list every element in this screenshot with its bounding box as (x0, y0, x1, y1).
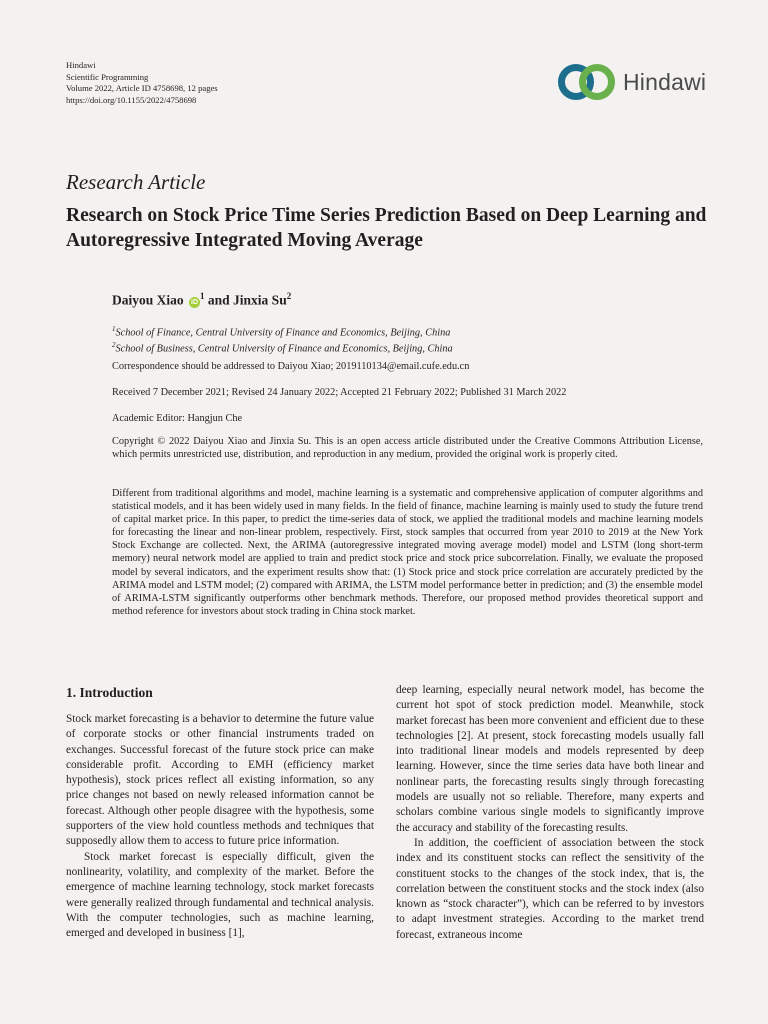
section-heading: 1. Introduction (66, 685, 153, 700)
publisher-name: Hindawi (66, 60, 96, 70)
affiliations (112, 323, 453, 356)
body-paragraph: deep learning, especially neural network model, has become the current hot spot of stock prediction model. Meanwhile, stock market forecast has been more convenient and efficient due to these technologies [2]. At present, stock forecasting models usually fall into traditional linear models and models represented by deep learning. However, since the time series data have both linear and nonlinear parts, the forecasting results singly through forecasting models are usually not so reliable. Therefore, many experts and scholars combine various single models to significantly improve the accuracy and stability of the forecasting results. (396, 684, 704, 834)
abstract: Different from traditional algorithms and model, machine learning is a systematic and comprehensive application of computer algorithms and statistical models, and it has been widely used in many fields. In the field of finance, machine learning is mainly used to study the future trend of capital market price. In this paper, to predict the time-series data of stock, we applied the traditional models and machine learning models for forecasting the linear and non-linear problem, respectively. First, stock samples that occurred from year 2010 to 2019 at the New York Stock Exchange are collected. Next, the ARIMA (autoregressive integrated moving average model) model and LSTM (long short-term memory) neural network model are applied to train and predict stock price and stock price subcorrelation. Finally, we evaluate the proposed model by several indicators, and the experiment results show that: (1) Stock price and stock price correlation are accurately predicted by the ARIMA model and LSTM model; (2) compared with ARIMA, the LSTM model performance better in prediction; and (3) the ensemble model of ARIMA-LSTM significantly outperforms other benchmark methods. Therefore, our proposed method provides theoretical support and method reference for investors about stock trading in China stock market. (112, 488, 703, 617)
author-connector: and (204, 292, 234, 308)
hindawi-logo (556, 62, 706, 102)
affiliation-marker: 2 (112, 341, 116, 350)
journal-meta (66, 60, 218, 106)
body-paragraph: Stock market forecast is especially difficult, given the nonlinearity, volatility, and complexity of the market. Before the emergence of machine learning technology, stock market forecasts were generally realized through fundamental and technical analysis. With the computer technologies, such as machine learning, emerged and developed in business [1], (66, 850, 374, 940)
body-column-right (396, 683, 704, 943)
article-type: Research Article (66, 170, 206, 194)
author-name[interactable]: Jinxia Su (233, 292, 287, 308)
journal-name: Scientific Programming (66, 71, 149, 82)
affiliation-marker: 1 (200, 291, 205, 301)
volume-info: Volume 2022, Article ID 4758698, 12 pages (66, 83, 218, 94)
academic-editor: Academic Editor: Hangjun Che (112, 413, 243, 424)
doi-link[interactable]: https://doi.org/10.1155/2022/4758698 (66, 94, 197, 105)
affiliation-line (112, 339, 453, 355)
hindawi-rings-icon (556, 62, 618, 102)
affiliation-text: School of Business, Central University of Finance and Economics, Beijing, China (115, 343, 453, 355)
body-paragraph: Stock market forecasting is a behavior to determine the future value of corporate stocks or other financial instruments traded on exchanges. Successful forecast of the future stock price can make considerable profit. According to EMH (efficiency market hypothesis), stock prices reflect all existing information, so any price changes not based on newly released information cannot be forecast. Although other people disagree with the hypothesis, some supporters of the view hold countless methods and techniques that supposedly allow them to access to future price information. (66, 713, 374, 848)
author-name[interactable]: Daiyou Xiao (112, 292, 184, 308)
affiliation-marker: 1 (112, 325, 116, 333)
paper-title: Research on Stock Price Time Series Prediction Based on Deep Learning and Autoregressive Integrated Moving Average (66, 205, 707, 251)
affiliation-text: School of Finance, Central University of Finance and Economics, Beijing, China (115, 327, 451, 339)
copyright-notice: Copyright © 2022 Daiyou Xiao and Jinxia Su. This is an open access article distributed under the Creative Commons Attribution License, which permits unrestricted use, distribution, and reproduction in any medium, provided the original work is properly cited. (112, 436, 703, 461)
correspondence: Correspondence should be addressed to Daiyou Xiao; 2019110134@email.cufe.edu.cn (112, 361, 470, 372)
affiliation-marker: 2 (286, 291, 292, 301)
orcid-icon[interactable]: iD (191, 298, 199, 306)
affiliation-line (112, 323, 453, 339)
body-paragraph: In addition, the coefficient of association between the stock index and its constituent stocks can reflect the sensitivity of the constituent stocks to the changes of the stock index, that is, the correlation between the constituent stocks and the stock index (also known as “stock character”), which can be referred to by investors to adapt investment strategies. According to the market trend forecast, extraneous income (396, 836, 704, 941)
hindawi-logo-text: Hindawi (623, 68, 707, 95)
author-list (112, 291, 291, 309)
publication-dates: Received 7 December 2021; Revised 24 January 2022; Accepted 21 February 2022; Published 31 March 2022 (112, 387, 567, 398)
body-column-left (66, 712, 374, 941)
